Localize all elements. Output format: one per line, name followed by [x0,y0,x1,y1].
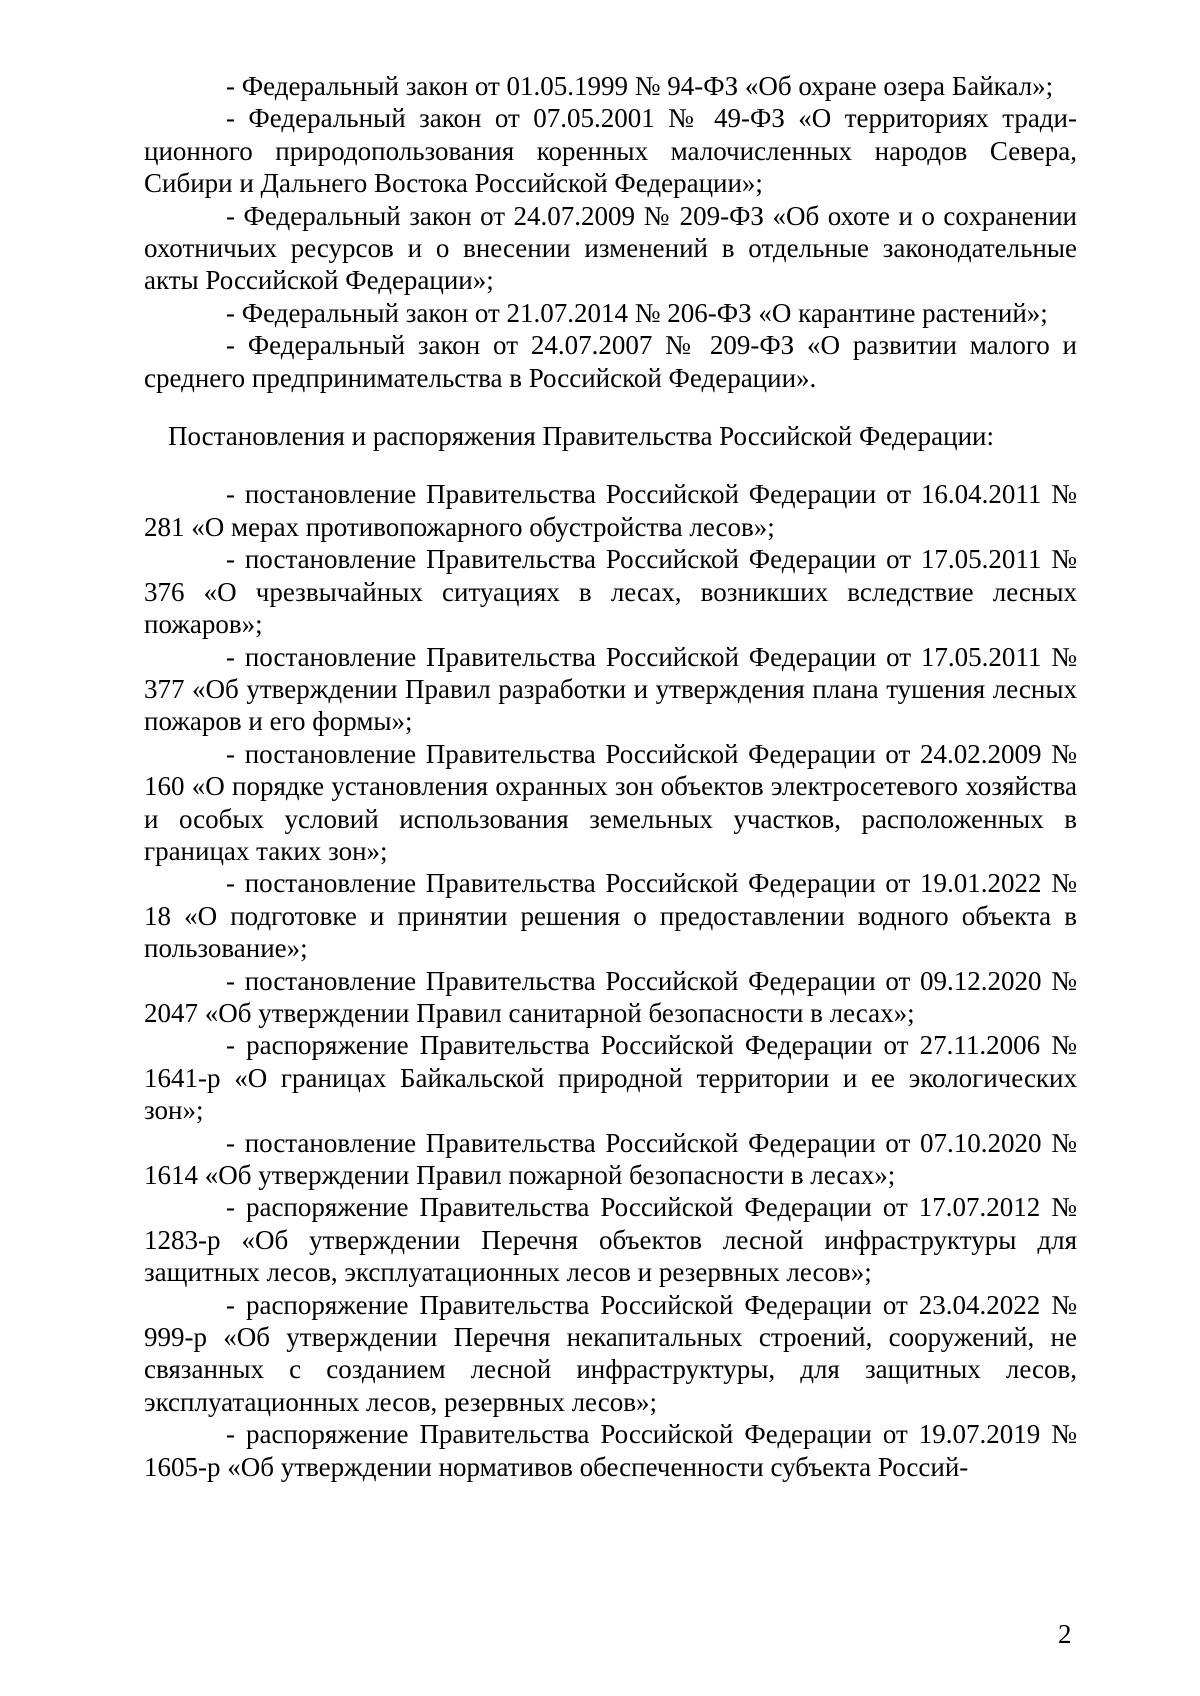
document-page [144,70,1077,1483]
section-heading: Постановления и распоряжения Правительства Российской Федерации: [168,421,995,452]
federal-law-item: - Федеральный закон от 07.05.2001 № 49-ФЗ «О территориях традиционного природопользования коренных малочисленных народов Севера, Сибири и Дальнего Востока Российской Федерации»; [144,103,1077,199]
federal-law-item: - Федеральный закон от 24.07.2007 № 209-ФЗ «О развитии малого и среднего предпринимательства в Российской Федерации». [144,330,1077,393]
government-act-item: - постановление Правительства Российской Федерации от 07.10.2020 № 1614 «Об утверждении Правил пожарной безопасности в лесах»; [144,1127,1077,1190]
government-act-item: - постановление Правительства Российской Федерации от 24.02.2009 № 160 «О порядке установления охранных зон объектов электросетевого хозяйства и особых условий использования земельных участков, расположенных в границах таких зон»; [144,738,1077,866]
government-act-item: - распоряжение Правительства Российской Федерации от 23.04.2022 № 999-р «Об утверждении Перечня некапитальных строений, сооружений, не связанных с созданием лесной инфраструктуры, для защитных лесов, эксплуатационных лесов, резервных лесов»; [144,1289,1077,1417]
federal-law-item: - Федеральный закон от 01.05.1999 № 94-ФЗ «Об охране озера Байкал»; [226,71,1054,101]
government-act-item: - постановление Правительства Российской Федерации от 09.12.2020 № 2047 «Об утверждении Правил санитарной безопасности в лесах»; [144,965,1077,1028]
federal-law-item: - Федеральный закон от 21.07.2014 № 206-ФЗ «О карантине растений»; [226,297,1048,328]
government-act-item: - распоряжение Правительства Российской Федерации от 27.11.2006 № 1641-р «О границах Байкальской природной территории и ее экологических зон»; [144,1030,1077,1126]
government-act-item: - постановление Правительства Российской Федерации от 17.05.2011 № 377 «Об утверждении Правил разработки и утверждения плана тушения лесных пожаров и его формы»; [144,641,1077,737]
federal-law-item: - Федеральный закон от 24.07.2009 № 209-ФЗ «Об охоте и о сохранении охотничьих ресурсов и о внесении изменений в отдельные законодательные акты Российской Федерации»; [144,200,1077,296]
government-act-item: - распоряжение Правительства Российской Федерации от 17.07.2012 № 1283-р «Об утверждении Перечня объектов лесной инфраструктуры для защитных лесов, эксплуатационных лесов и резервных лесов»; [144,1192,1077,1288]
government-act-item: - распоряжение Правительства Российской Федерации от 19.07.2019 № 1605-р «Об утверждении нормативов обеспеченности субъекта Россий- [144,1419,1077,1482]
government-act-item: - постановление Правительства Российской Федерации от 16.04.2011 № 281 «О мерах противопожарного обустройства лесов»; [144,479,1077,542]
page-number: 2 [1058,1619,1072,1649]
government-act-item: - постановление Правительства Российской Федерации от 19.01.2022 № 18 «О подготовке и принятии решения о предоставлении водного объекта в пользование»; [144,868,1077,964]
government-act-item: - постановление Правительства Российской Федерации от 17.05.2011 № 376 «О чрезвычайных ситуациях в лесах, возникших вследствие лесных пожаров»; [144,544,1077,640]
